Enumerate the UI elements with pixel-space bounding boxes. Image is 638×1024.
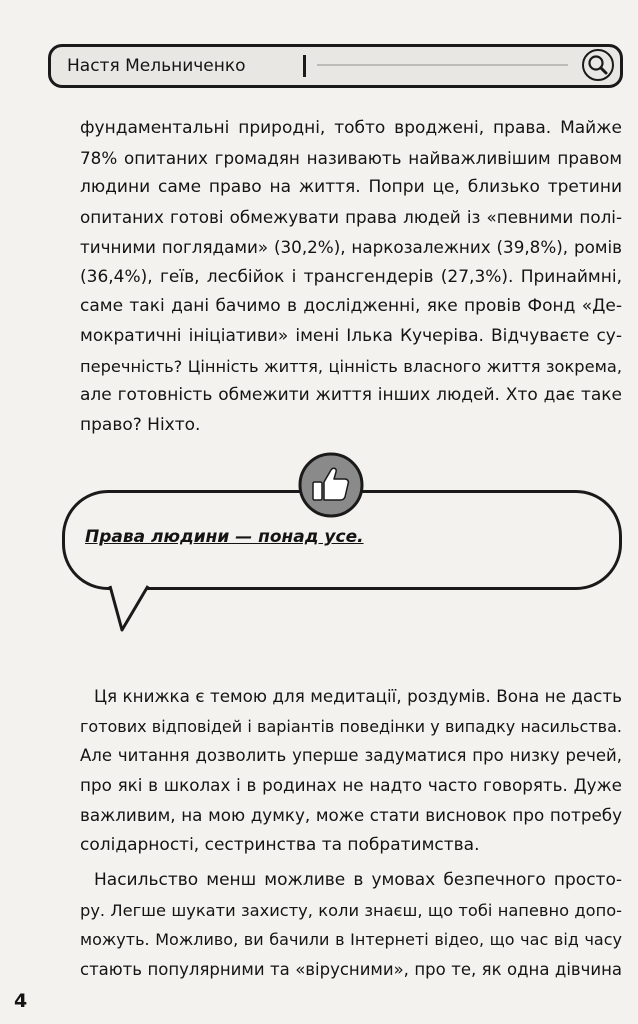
- text-line: можуть. Можливо, ви бачили в Інтернеті відео, що час від часу: [80, 930, 622, 950]
- paragraph-1: [80, 114, 622, 441]
- text-line: 78% опитаних громадян називають найважливішим правом: [80, 147, 622, 168]
- magnifier-icon: [582, 49, 614, 81]
- running-header: [48, 44, 623, 88]
- text-line: готових відповідей і варіантів поведінки у випадку насильства.: [80, 716, 622, 736]
- author-name: Настя Мельниченко: [67, 56, 246, 76]
- text-line: опитаних готові обмежувати права людей із «певними полі-: [80, 207, 622, 228]
- text-line: перечність? Цінність життя, цінність власного життя зокрема,: [80, 356, 622, 376]
- text-line: солідарності, сестринства та побратимства.: [80, 834, 480, 855]
- text-line: Насильство менш можливе в умовах безпечного просто-: [94, 870, 622, 890]
- text-line: про які в школах і в родинах не надто часто говорять. Дуже: [80, 775, 622, 796]
- paragraph-3: [80, 866, 622, 985]
- text-line: але готовність обмежити життя інших людей. Хто дає таке: [80, 385, 622, 406]
- header-divider: [303, 55, 306, 77]
- text-line: Ця книжка є темою для медитації, роздумів. Вона не дасть: [94, 686, 622, 706]
- text-line: людини саме право на життя. Попри це, близько третини: [80, 177, 622, 198]
- thumbs-up-icon: [298, 452, 364, 518]
- text-line: саме такі дані бачимо в дослідженні, яке провів Фонд «Де-: [80, 296, 622, 317]
- paragraph-2: [80, 682, 622, 860]
- page-number: 4: [14, 990, 28, 1012]
- text-line: (36,4%), геїв, лесбійок і трансгендерів (27,3%). Принаймні,: [80, 266, 622, 287]
- quote-text: Права людини — понад усе.: [85, 527, 364, 547]
- text-line: тичними поглядами» (30,2%), наркозалежних (39,8%), ромів: [80, 236, 622, 257]
- text-line: Але читання дозволить уперше задуматися про низку речей,: [80, 746, 622, 766]
- text-line: ру. Легше шукати захисту, коли знаєш, що тобі напевно допо-: [80, 900, 622, 920]
- text-line: важливим, на мою думку, може стати висновок про потребу: [80, 804, 622, 825]
- text-line: фундаментальні природні, тобто вроджені, права. Майже: [80, 118, 622, 138]
- text-line: право? Ніхто.: [80, 415, 201, 436]
- text-line: мократичні ініціативи» імені Ілька Кучеріва. Відчуваєте су-: [80, 325, 622, 346]
- header-rule: [317, 64, 568, 66]
- bubble-tail: [108, 584, 152, 632]
- text-line: стають популярними та «вірусними», про те, як одна дівчина: [80, 960, 622, 980]
